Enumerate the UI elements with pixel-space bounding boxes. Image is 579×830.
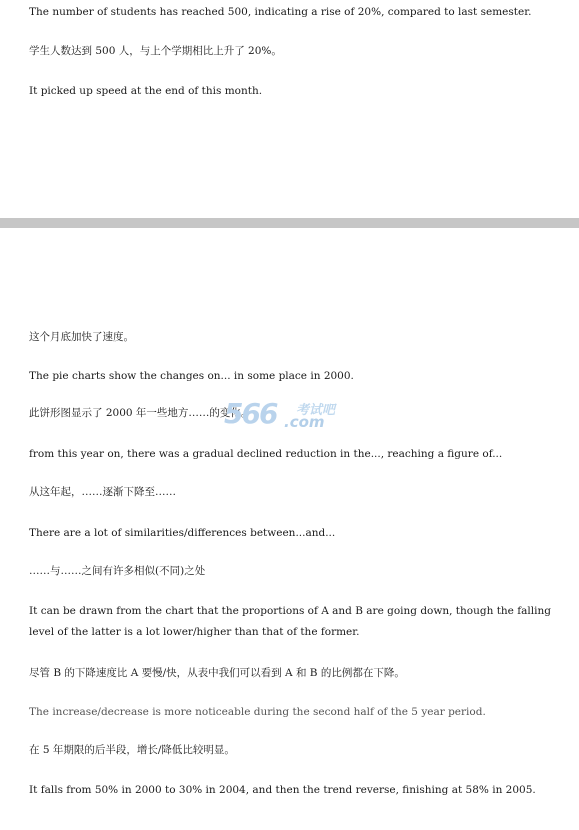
paragraph: The increase/decrease is more noticeable during the second half of the 5 year period.: [29, 706, 486, 718]
watermark-domain: .com: [284, 413, 325, 431]
paragraph: 学生人数达到 500 人，与上个学期相比上升了 20%。: [29, 45, 282, 57]
paragraph: The pie charts show the changes on... in some place in 2000.: [29, 370, 354, 382]
paragraph-wrapped: [5, 780, 565, 801]
paragraph: 这个月底加快了速度。: [29, 331, 134, 343]
page-separator: [0, 218, 579, 228]
paragraph: ……与……之间有许多相似(不同)之处: [29, 565, 206, 577]
paragraph: from this year on, there was a gradual declined reduction in the..., reaching a figure of...: [29, 448, 503, 460]
watermark-text: 考试吧: [296, 403, 336, 418]
paragraph: 尽管 B 的下降速度比 A 要慢/快，从表中我们可以看到 A 和 B 的比例都在下降。: [29, 667, 405, 679]
paragraph: The number of students has reached 500, indicating a rise of 20%, compared to last semester.: [29, 6, 532, 18]
watermark-number: 566: [224, 397, 277, 430]
paragraph: There are a lot of similarities/differences between...and...: [29, 527, 336, 539]
paragraph-text: It falls from 50% in 2000 to 30% in 2004, and then the trend reverse, finishing at 58% in 2005.: [29, 784, 536, 796]
paragraph: 此饼形图显示了 2000 年一些地方……的变化。: [29, 407, 252, 419]
paragraph: 从这年起，……逐渐下降至……: [29, 486, 176, 498]
paragraph: 在 5 年期限的后半段，增长/降低比较明显。: [29, 744, 235, 756]
paragraph: It picked up speed at the end of this month.: [29, 85, 263, 97]
paragraph-text: It can be drawn from the chart that the proportions of A and B are going down, though the falling level of the latter is a lot lower/higher than that of the former.: [29, 605, 551, 638]
paragraph-wrapped: [5, 601, 565, 643]
